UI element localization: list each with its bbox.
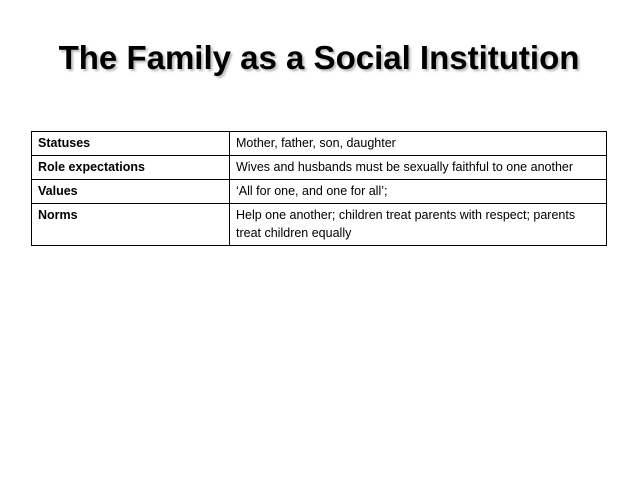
slide-title: The Family as a Social Institution	[58, 39, 580, 76]
table-row	[32, 204, 607, 246]
table-row	[32, 132, 607, 156]
row-value: Mother, father, son, daughter	[230, 132, 607, 156]
row-label: Statuses	[32, 132, 230, 156]
row-label: Norms	[32, 204, 230, 246]
row-label: Values	[32, 180, 230, 204]
row-label: Role expectations	[32, 156, 230, 180]
table-row	[32, 156, 607, 180]
row-value: ‘All for one, and one for all’;	[230, 180, 607, 204]
table-row	[32, 180, 607, 204]
row-value: Wives and husbands must be sexually faithful to one another	[230, 156, 607, 180]
institution-table	[31, 131, 607, 246]
row-value: Help one another; children treat parents with respect; parents treat children equally	[230, 204, 607, 246]
